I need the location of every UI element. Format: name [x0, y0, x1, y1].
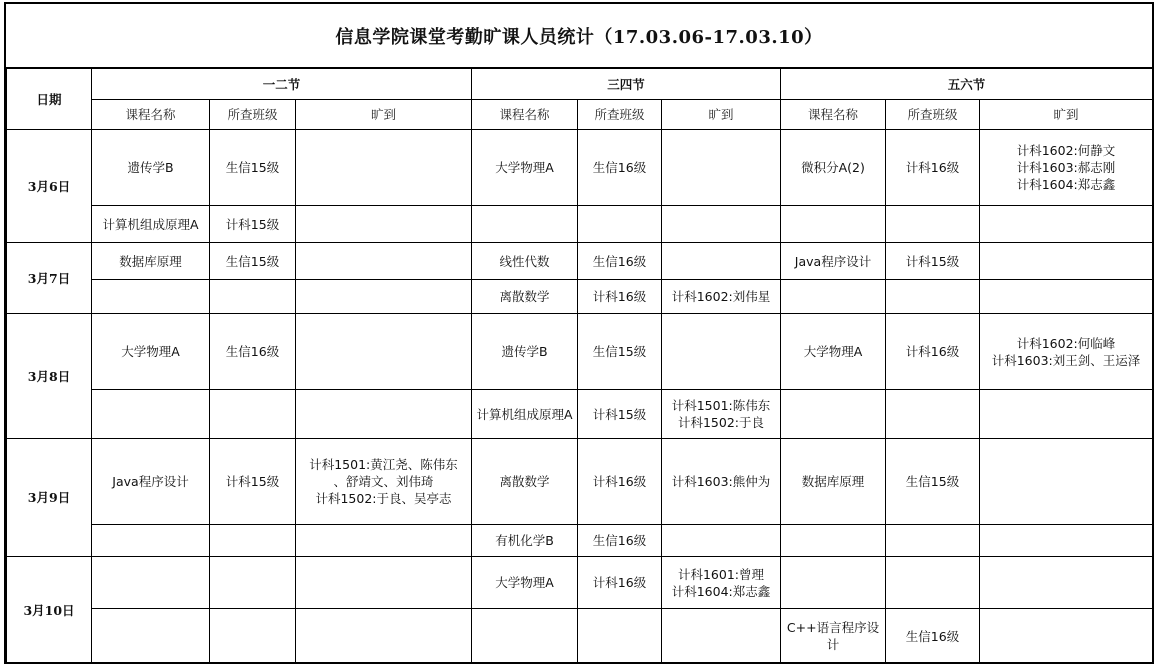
class-cell — [210, 525, 296, 557]
absent-cell — [296, 557, 472, 609]
class-cell: 计科15级 — [578, 390, 662, 439]
course-cell: 数据库原理 — [781, 439, 886, 525]
course-cell — [781, 557, 886, 609]
absent-cell — [980, 609, 1153, 664]
sub-header-absent: 旷到 — [980, 100, 1153, 130]
absent-cell: 计科1602:刘伟星 — [662, 280, 781, 314]
absent-cell: 计科1603:熊仲为 — [662, 439, 781, 525]
table-row — [7, 609, 1153, 664]
class-cell: 生信16级 — [886, 609, 980, 664]
course-cell: 线性代数 — [472, 243, 578, 280]
course-cell: 遗传学B — [92, 130, 210, 206]
course-cell: C++语言程序设计 — [781, 609, 886, 664]
absent-cell — [296, 525, 472, 557]
table-row — [7, 314, 1153, 390]
absent-cell — [662, 243, 781, 280]
course-cell: 有机化学B — [472, 525, 578, 557]
group-header-p56: 五六节 — [781, 69, 1153, 100]
sub-header-absent: 旷到 — [296, 100, 472, 130]
course-cell: 计算机组成原理A — [92, 206, 210, 243]
table-row — [7, 390, 1153, 439]
sub-header-class: 所查班级 — [886, 100, 980, 130]
absent-cell — [296, 390, 472, 439]
class-cell — [886, 525, 980, 557]
course-cell — [781, 525, 886, 557]
group-header-p12: 一二节 — [92, 69, 472, 100]
absent-cell — [296, 280, 472, 314]
absent-cell: 计科1501:陈伟东 计科1502:于良 — [662, 390, 781, 439]
course-cell: 遗传学B — [472, 314, 578, 390]
table-row — [7, 525, 1153, 557]
course-cell — [781, 390, 886, 439]
course-cell — [92, 609, 210, 664]
date-cell: 3月7日 — [7, 243, 92, 314]
course-cell: 大学物理A — [92, 314, 210, 390]
date-cell: 3月8日 — [7, 314, 92, 439]
course-cell — [92, 557, 210, 609]
course-cell: 计算机组成原理A — [472, 390, 578, 439]
class-cell — [578, 609, 662, 664]
class-cell — [210, 557, 296, 609]
class-cell: 生信15级 — [886, 439, 980, 525]
header-row-subs — [7, 100, 1153, 130]
class-cell: 生信16级 — [578, 243, 662, 280]
class-cell: 生信15级 — [210, 243, 296, 280]
absent-cell — [296, 206, 472, 243]
sub-header-class: 所查班级 — [578, 100, 662, 130]
course-cell: Java程序设计 — [781, 243, 886, 280]
class-cell: 生信15级 — [210, 130, 296, 206]
table-row — [7, 130, 1153, 206]
absent-cell — [980, 206, 1153, 243]
absent-cell — [980, 280, 1153, 314]
table-row — [7, 243, 1153, 280]
course-cell — [781, 206, 886, 243]
class-cell — [886, 390, 980, 439]
class-cell: 生信16级 — [578, 525, 662, 557]
class-cell: 生信16级 — [578, 130, 662, 206]
class-cell — [210, 390, 296, 439]
course-cell: 大学物理A — [781, 314, 886, 390]
class-cell: 计科15级 — [210, 439, 296, 525]
absent-cell — [296, 130, 472, 206]
table-row — [7, 439, 1153, 525]
table-row — [7, 557, 1153, 609]
class-cell — [210, 280, 296, 314]
date-cell: 3月6日 — [7, 130, 92, 243]
absent-cell — [980, 557, 1153, 609]
course-cell: 大学物理A — [472, 130, 578, 206]
class-cell — [886, 206, 980, 243]
course-cell — [92, 280, 210, 314]
course-cell: 微积分A(2) — [781, 130, 886, 206]
class-cell: 计科16级 — [578, 280, 662, 314]
class-cell — [886, 280, 980, 314]
absent-cell — [980, 243, 1153, 280]
sub-header-absent: 旷到 — [662, 100, 781, 130]
absent-cell — [662, 525, 781, 557]
sub-header-class: 所查班级 — [210, 100, 296, 130]
sheet-title: 信息学院课堂考勤旷课人员统计（17.03.06-17.03.10） — [6, 4, 1152, 68]
class-cell: 计科15级 — [210, 206, 296, 243]
class-cell: 生信15级 — [578, 314, 662, 390]
absent-cell — [662, 609, 781, 664]
course-cell — [472, 206, 578, 243]
class-cell: 计科16级 — [578, 439, 662, 525]
course-cell: 离散数学 — [472, 280, 578, 314]
course-cell — [472, 609, 578, 664]
sub-header-course: 课程名称 — [781, 100, 886, 130]
class-cell: 计科15级 — [886, 243, 980, 280]
attendance-table — [6, 68, 1153, 664]
course-cell: Java程序设计 — [92, 439, 210, 525]
course-cell — [781, 280, 886, 314]
sub-header-course: 课程名称 — [92, 100, 210, 130]
absent-cell: 计科1601:曾理 计科1604:郑志鑫 — [662, 557, 781, 609]
course-cell: 数据库原理 — [92, 243, 210, 280]
class-cell — [886, 557, 980, 609]
absent-cell — [662, 206, 781, 243]
header-row-groups — [7, 69, 1153, 100]
absent-cell — [980, 390, 1153, 439]
date-header: 日期 — [7, 69, 92, 130]
class-cell: 计科16级 — [886, 130, 980, 206]
table-row — [7, 280, 1153, 314]
course-cell — [92, 390, 210, 439]
course-cell: 离散数学 — [472, 439, 578, 525]
sub-header-course: 课程名称 — [472, 100, 578, 130]
absent-cell: 计科1501:黄江尧、陈伟东 、舒靖文、刘伟琦 计科1502:于良、吴亭志 — [296, 439, 472, 525]
group-header-p34: 三四节 — [472, 69, 781, 100]
table-row — [7, 206, 1153, 243]
course-cell: 大学物理A — [472, 557, 578, 609]
absent-cell — [980, 439, 1153, 525]
absent-cell — [296, 243, 472, 280]
class-cell — [578, 206, 662, 243]
date-cell: 3月9日 — [7, 439, 92, 557]
date-cell: 3月10日 — [7, 557, 92, 664]
attendance-sheet — [4, 2, 1154, 664]
class-cell — [210, 609, 296, 664]
class-cell: 计科16级 — [886, 314, 980, 390]
absent-cell — [662, 314, 781, 390]
absent-cell — [662, 130, 781, 206]
class-cell: 生信16级 — [210, 314, 296, 390]
absent-cell: 计科1602:何静文 计科1603:郝志刚 计科1604:郑志鑫 — [980, 130, 1153, 206]
absent-cell — [296, 314, 472, 390]
absent-cell: 计科1602:何临峰 计科1603:刘王剑、王运泽 — [980, 314, 1153, 390]
absent-cell — [296, 609, 472, 664]
absent-cell — [980, 525, 1153, 557]
course-cell — [92, 525, 210, 557]
class-cell: 计科16级 — [578, 557, 662, 609]
